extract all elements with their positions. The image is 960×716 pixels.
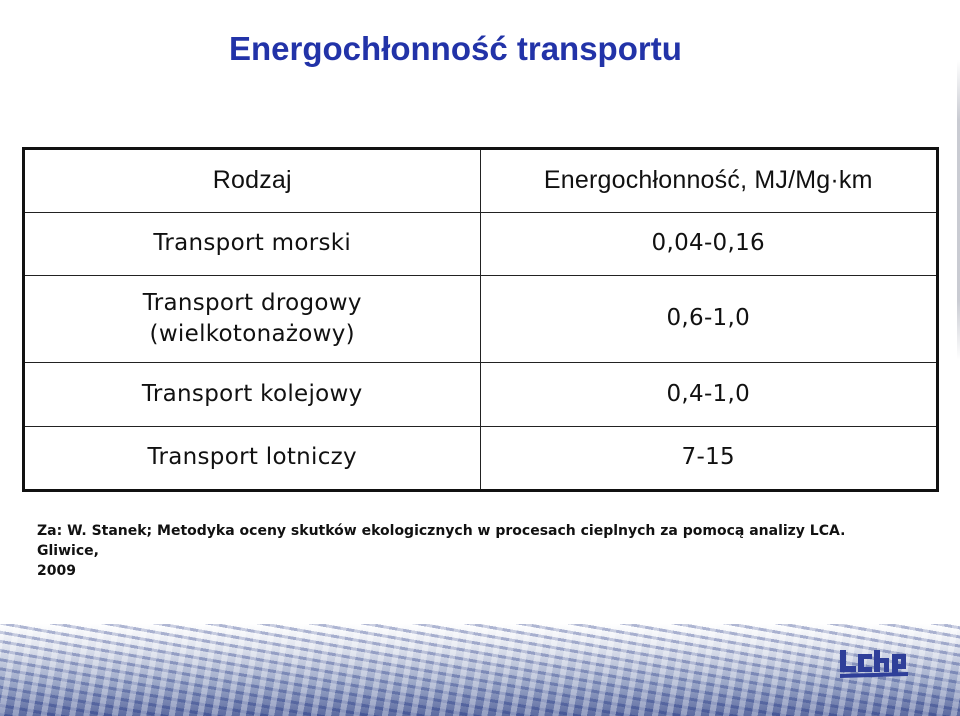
column-header-kind-label: Rodzaj (212, 166, 292, 195)
decorative-footer-band (0, 624, 960, 716)
table-header-row (24, 149, 938, 213)
cell-kind: Transport kolejowy (24, 363, 481, 427)
page-title: Energochłonność transportu (229, 30, 682, 67)
cell-value: 0,4-1,0 (480, 363, 938, 427)
column-header-kind (24, 149, 481, 213)
cell-value: 0,04-0,16 (480, 213, 938, 276)
table-row (24, 213, 938, 276)
cell-kind: Transport lotniczy (24, 427, 481, 491)
table-row (24, 363, 938, 427)
column-header-energy (480, 149, 938, 213)
source-citation-line: Za: W. Stanek; Metodyka oceny skutków ekologicznych w procesach cieplnych za pomocą analizy LCA. Gliwice, (37, 523, 846, 559)
university-logo-icon (840, 646, 908, 680)
cell-kind (24, 276, 481, 363)
source-citation (37, 521, 907, 581)
table-row (24, 427, 938, 491)
table-row (24, 276, 938, 363)
column-header-energy-label: Energochłonność, MJ/Mg·km (543, 166, 873, 195)
cell-value: 7-15 (480, 427, 938, 491)
cell-kind: Transport morski (24, 213, 481, 276)
cell-kind-line: Transport drogowy (142, 289, 362, 316)
source-citation-line: 2009 (37, 563, 76, 579)
energy-intensity-table (22, 147, 939, 492)
cell-kind-line: (wielkotonażowy) (149, 321, 355, 347)
cell-value: 0,6-1,0 (480, 276, 938, 363)
